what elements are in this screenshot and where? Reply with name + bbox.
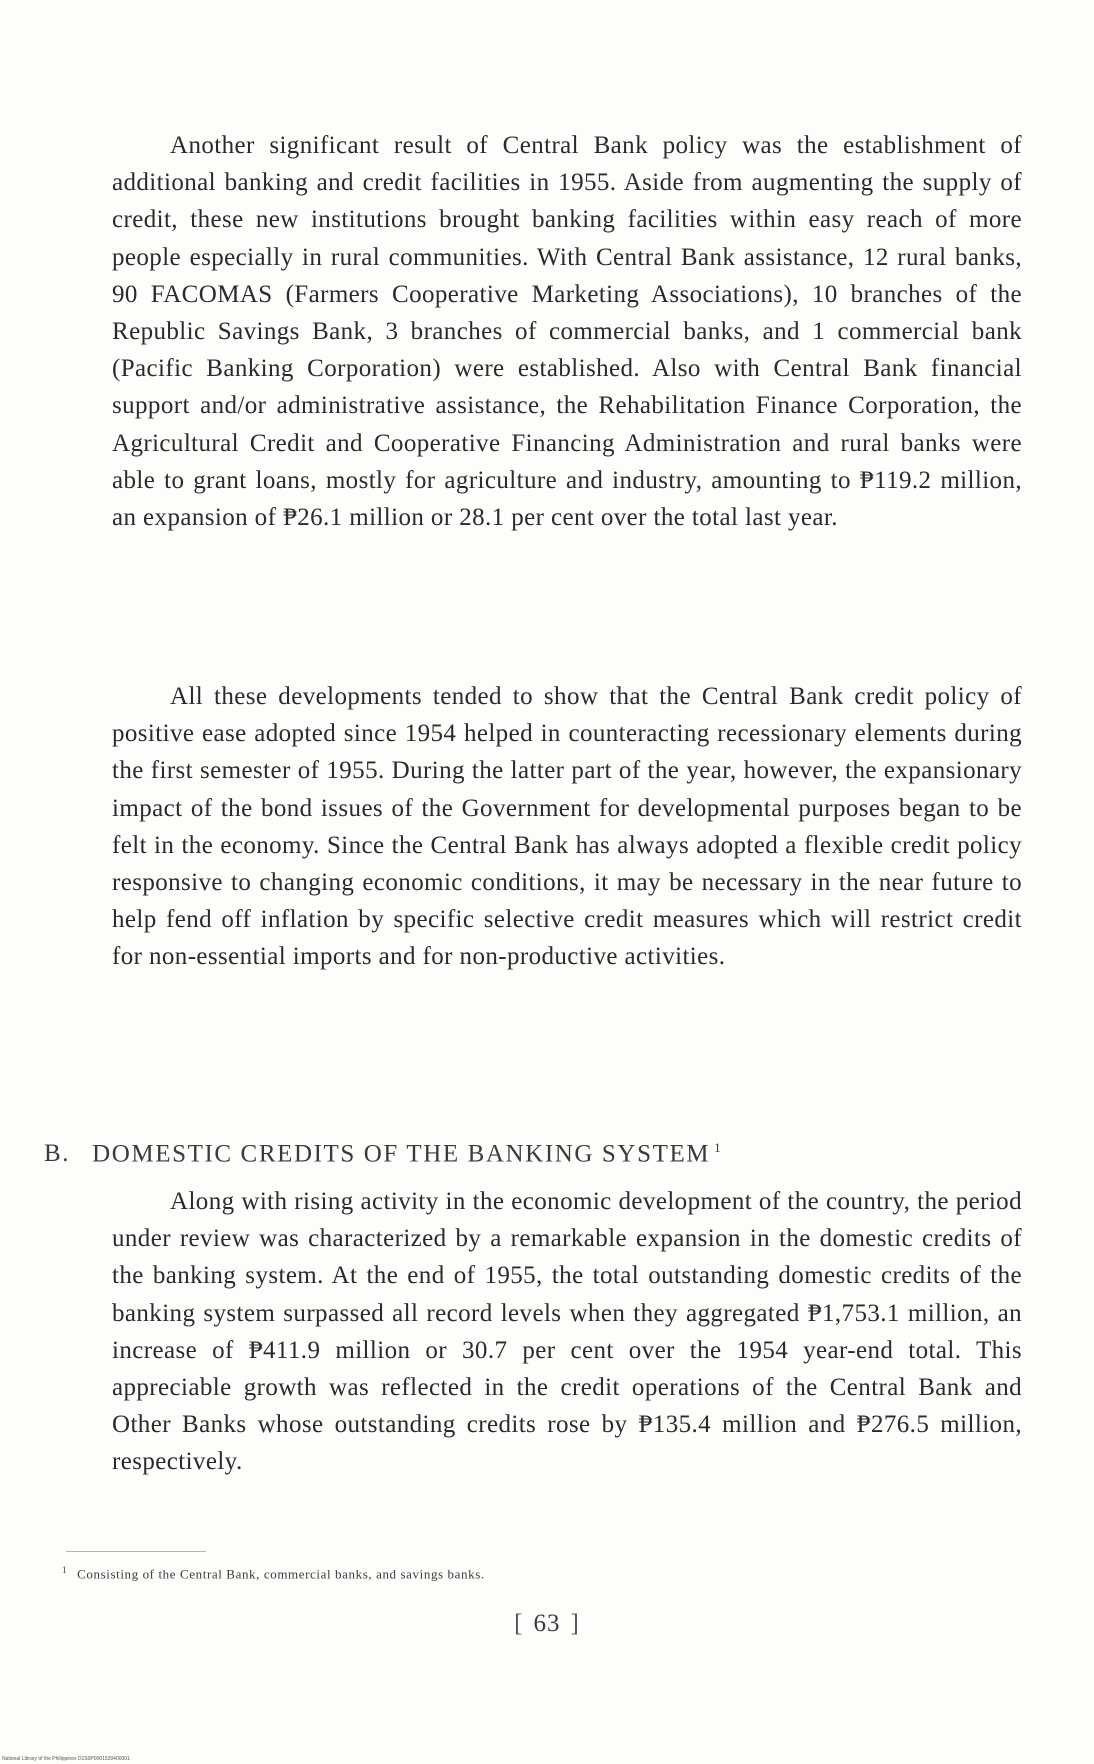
section-letter: B. (44, 1140, 71, 1168)
footnote-divider (66, 1551, 206, 1552)
page-number-close-bracket: ] (570, 1610, 580, 1637)
page-number-value: 63 (533, 1610, 561, 1637)
paragraph-text: All these developments tended to show that the Central Bank credit policy of positive ease adopted since 1954 helped in counteracting recessionary elements during the first semester of 1955. During the latter part of the year, however, the expansionary impact of the bond issues of the Government for developmental purposes began to be felt in the economy. Since the Central Bank has always adopted a flexible credit policy responsive to changing economic conditions, it may be necessary in the near future to help fend off inflation by specific selective credit measures which will restrict credit for non-essential imports and for non-productive activities. (112, 683, 1022, 971)
paragraph-text: Along with rising activity in the economic development of the country, the period under review was characterized by a remarkable expansion in the domestic credits of the banking system. At the end of 1955, the total outstanding domestic credits of the banking system surpassed all record levels when they aggregated ₱1,753.1 million, an increase of ₱411.9 million or 30.7 per cent over the 1954 year-end total. This appreciable growth was reflected in the credit operations of the Central Bank and Other Banks whose outstanding credits rose by ₱135.4 million and ₱276.5 million, respectively. (112, 1188, 1022, 1476)
paragraph-domestic-credits (112, 1183, 1022, 1481)
footnote-reference: 1 (714, 1140, 723, 1155)
paragraph-central-bank-policy-result (112, 127, 1022, 536)
section-title: DOMESTIC CREDITS OF THE BANKING SYSTEM (92, 1140, 711, 1168)
footnote-text: Consisting of the Central Bank, commercial banks, and savings banks. (77, 1566, 485, 1582)
section-heading (44, 1140, 722, 1168)
page-number-open-bracket: [ (514, 1610, 524, 1637)
paragraph-credit-policy-developments (112, 678, 1022, 976)
paragraph-text: Another significant result of Central Bank policy was the establishment of additional banking and credit facilities in 1955. Aside from augmenting the supply of credit, these new institutions brought banking facilities within easy reach of more people especially in rural communities. With Central Bank assistance, 12 rural banks, 90 FACOMAS (Farmers Cooperative Marketing Associations), 10 branches of the Republic Savings Bank, 3 branches of commercial banks, and 1 commercial bank (Pacific Banking Corporation) were established. Also with Central Bank financial support and/or administrative assistance, the Rehabilitation Finance Corporation, the Agricultural Credit and Cooperative Financing Administration and rural banks were able to grant loans, mostly for agriculture and industry, amounting to ₱119.2 million, an expansion of ₱26.1 million or 28.1 per cent over the total last year. (112, 132, 1022, 532)
archive-stamp: National Library of the Philippines D1S0P0001539400001 (2, 1756, 130, 1762)
footnote-marker: 1 (62, 1565, 68, 1575)
footnote (62, 1565, 485, 1582)
page-number (0, 1610, 1094, 1638)
